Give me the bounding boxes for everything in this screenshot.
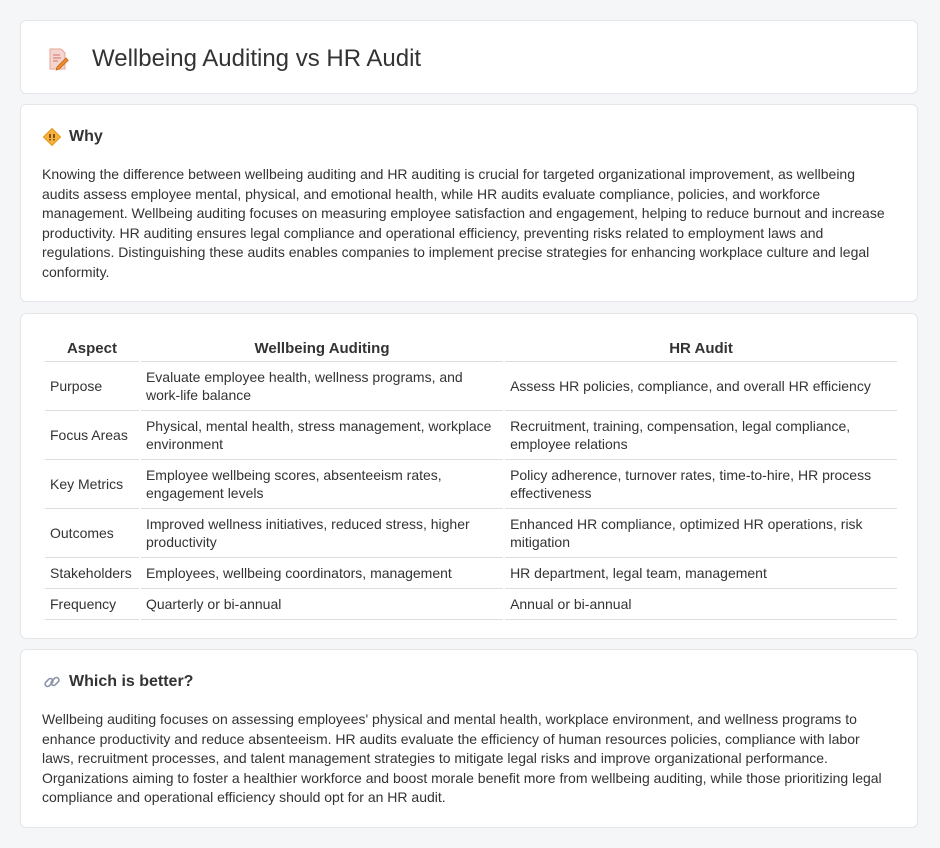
row-aspect: Stakeholders — [45, 560, 139, 589]
better-text: Wellbeing auditing focuses on assessing employees' physical and mental health, workplace environment, and wellness programs to enhance productivity and reduce absenteeism. HR audits evaluate the efficiency of human resources policies, compliance with labor laws, recruitment processes, and talent management strategies to mitigate legal risks and improve organizational performance. Organizations aiming to foster a healthier workforce and boost morale benefit more from wellbeing auditing, while those prioritizing legal compliance and operational efficiency should opt for an HR audit. — [42, 711, 882, 805]
header-aspect: Aspect — [45, 336, 139, 362]
row-hr: HR department, legal team, management — [505, 560, 897, 589]
row-hr: Enhanced HR compliance, optimized HR operations, risk mitigation — [505, 511, 897, 558]
row-aspect: Purpose — [45, 364, 139, 411]
comparison-table-section — [20, 313, 918, 639]
row-wellbeing: Physical, mental health, stress management, workplace environment — [141, 413, 503, 460]
page-title: Wellbeing Auditing vs HR Audit — [92, 45, 422, 72]
row-wellbeing: Quarterly or bi-annual — [141, 591, 503, 620]
document-pencil-icon — [47, 47, 69, 71]
which-is-better-section — [20, 649, 918, 828]
why-heading: Why — [69, 128, 103, 145]
row-aspect: Outcomes — [45, 511, 139, 558]
header-wellbeing: Wellbeing Auditing — [141, 336, 503, 362]
row-wellbeing: Employee wellbeing scores, absenteeism rates, engagement levels — [141, 462, 503, 509]
row-wellbeing: Improved wellness initiatives, reduced stress, higher productivity — [141, 511, 503, 558]
why-section — [20, 104, 918, 302]
row-wellbeing: Evaluate employee health, wellness programs, and work-life balance — [141, 364, 503, 411]
table-row — [45, 560, 897, 589]
better-heading: Which is better? — [69, 673, 194, 690]
comparison-table — [43, 334, 899, 622]
why-text: Knowing the difference between wellbeing auditing and HR auditing is crucial for targeted organizational improvement, as wellbeing audits assess employee mental, physical, and emotional health, while HR audits evaluate compliance, policies, and workforce management. Wellbeing auditing focuses on measuring employee satisfaction and engagement, helping to reduce burnout and increase productivity. HR auditing ensures legal compliance and operational efficiency, preventing risks related to employment laws and regulations. Distinguishing these audits enables companies to implement precise strategies for enhancing workplace culture and legal conformity. — [42, 166, 885, 280]
diamond-warning-icon — [43, 128, 61, 146]
table-row — [45, 511, 897, 558]
table-row — [45, 462, 897, 509]
table-row — [45, 591, 897, 620]
row-wellbeing: Employees, wellbeing coordinators, management — [141, 560, 503, 589]
row-hr: Assess HR policies, compliance, and overall HR efficiency — [505, 364, 897, 411]
link-icon — [43, 673, 61, 691]
title-card — [20, 20, 918, 94]
row-aspect: Key Metrics — [45, 462, 139, 509]
table-row — [45, 364, 897, 411]
row-hr: Annual or bi-annual — [505, 591, 897, 620]
header-hr: HR Audit — [505, 336, 897, 362]
table-header-row — [45, 336, 897, 362]
row-aspect: Focus Areas — [45, 413, 139, 460]
row-aspect: Frequency — [45, 591, 139, 620]
table-row — [45, 413, 897, 460]
row-hr: Recruitment, training, compensation, legal compliance, employee relations — [505, 413, 897, 460]
row-hr: Policy adherence, turnover rates, time-to-hire, HR process effectiveness — [505, 462, 897, 509]
